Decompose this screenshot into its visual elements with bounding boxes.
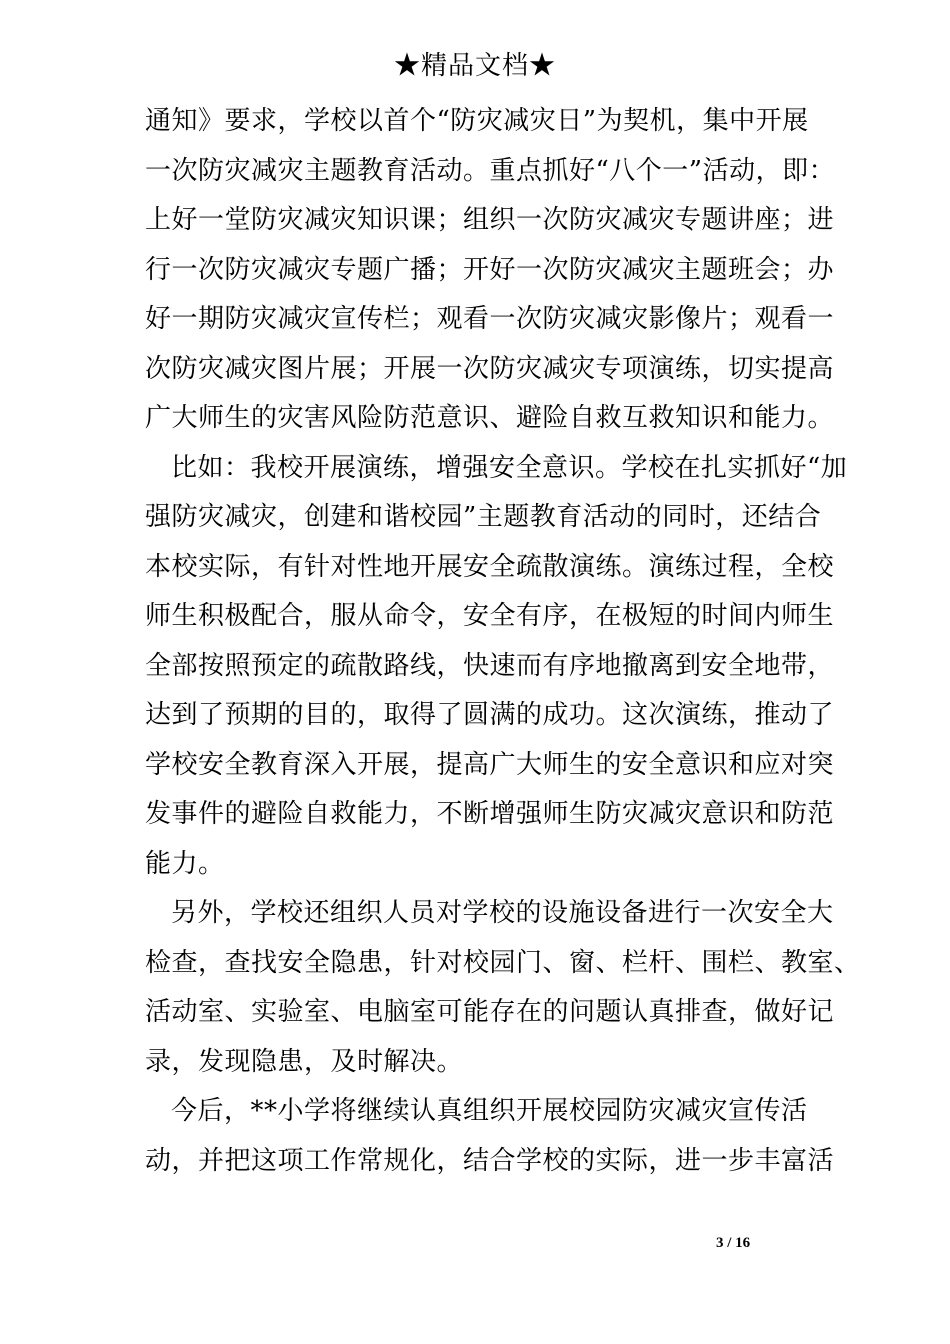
page-number: 3 / 16	[716, 1235, 751, 1251]
text-line: 好一期防灾减灾宣传栏；观看一次防灾减灾影像片；观看一	[145, 304, 835, 334]
text-line: 动，并把这项工作常规化，结合学校的实际，进一步丰富活	[145, 1145, 835, 1176]
text-line: 全部按照预定的疏散路线，快速而有序地撤离到安全地带，	[145, 650, 835, 681]
text-line: 通知》要求，学校以首个“防灾减灾日”为契机，集中开展	[145, 106, 809, 136]
text-line: 比如：我校开展演练，增强安全意识。学校在扎实抓好“加	[171, 452, 848, 483]
text-line: 广大师生的灾害风险防范意识、避险自救互救知识和能力。	[145, 403, 835, 433]
text-line: 学校安全教育深入开展，提高广大师生的安全意识和应对突	[145, 749, 835, 780]
paragraph-3	[145, 889, 861, 1087]
paragraph-2	[145, 444, 848, 890]
text-line: 师生积极配合，服从命令，安全有序，在极短的时间内师生	[145, 601, 835, 631]
text-line: 一次防灾减灾主题教育活动。重点抓好“八个一”活动，即：	[145, 155, 836, 186]
text-line: 能力。	[145, 848, 225, 879]
text-line: 录，发现隐患，及时解决。	[145, 1046, 464, 1077]
text-line: 今后，**小学将继续认真组织开展校园防灾减灾宣传活	[171, 1096, 808, 1126]
text-line: 行一次防灾减灾专题广播；开好一次防灾减灾主题班会；办	[145, 254, 835, 285]
text-line: 达到了预期的目的，取得了圆满的成功。这次演练，推动了	[145, 700, 835, 730]
text-line: 活动室、实验室、电脑室可能存在的问题认真排查，做好记	[145, 997, 835, 1027]
text-line: 另外，学校还组织人员对学校的设施设备进行一次安全大	[171, 898, 834, 928]
paragraph-1	[145, 97, 836, 444]
document-header-title: ★精品文档★	[393, 51, 556, 81]
text-line: 发事件的避险自救能力，不断增强师生防灾减灾意识和防范	[145, 799, 835, 829]
text-line: 强防灾减灾，创建和谐校园”主题教育活动的同时，还结合	[145, 502, 822, 532]
paragraph-4	[145, 1087, 835, 1186]
text-line: 本校实际，有针对性地开展安全疏散演练。演练过程，全校	[145, 551, 835, 582]
text-line: 上好一堂防灾减灾知识课；组织一次防灾减灾专题讲座；进	[145, 205, 835, 235]
text-line: 检查，查找安全隐患，针对校园门、窗、栏杆、围栏、教室、	[145, 947, 861, 978]
text-line: 次防灾减灾图片展；开展一次防灾减灾专项演练，切实提高	[145, 353, 835, 384]
document-body	[145, 97, 861, 1186]
